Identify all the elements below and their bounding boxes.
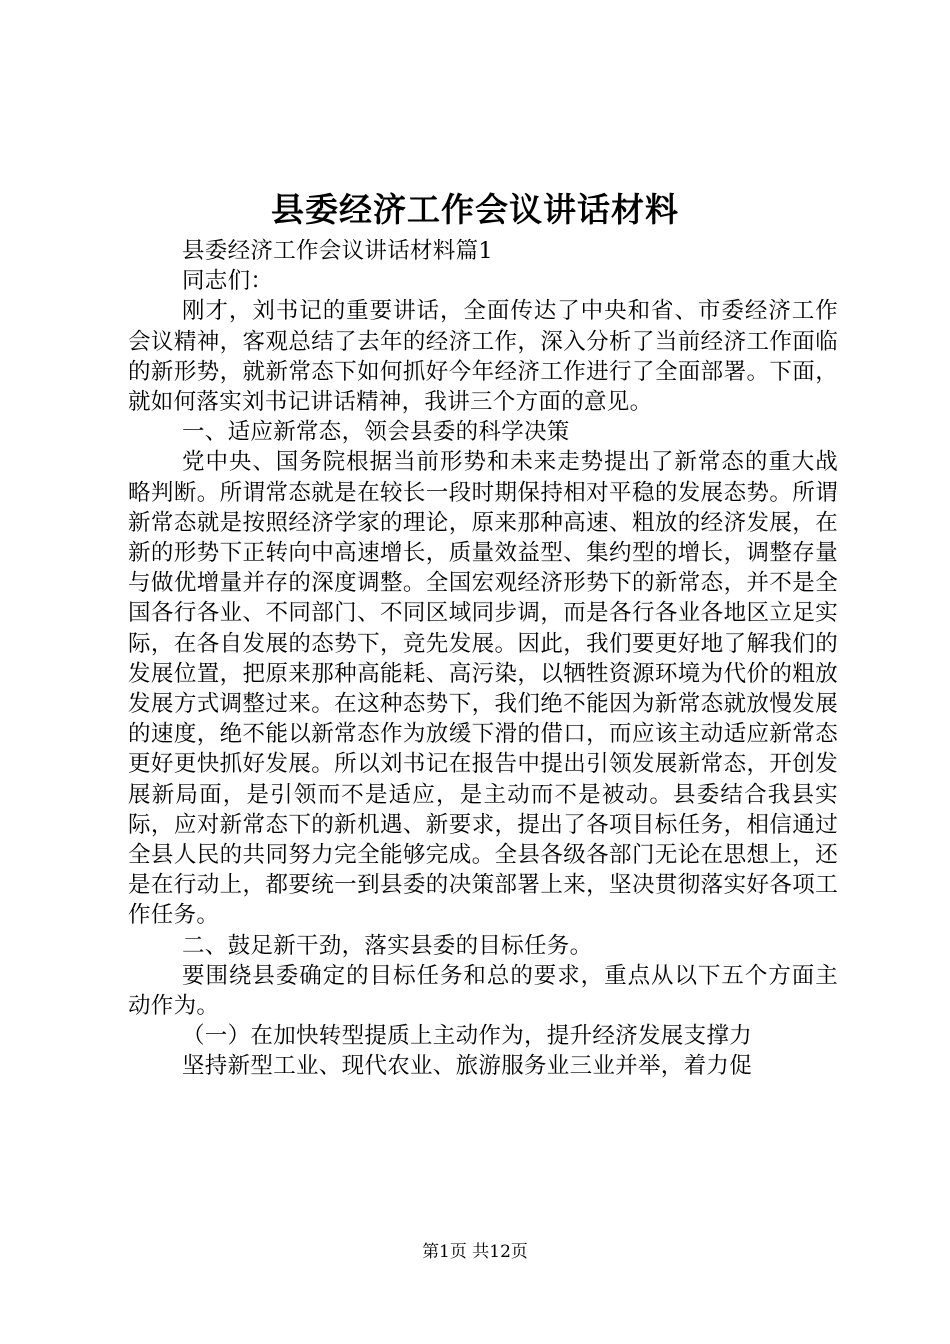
subsection-heading: （一）在加快转型提质上主动作为，提升经济发展支撑力 bbox=[182, 1023, 753, 1050]
section-heading: 一、适应新常态，领会县委的科学决策 bbox=[182, 419, 570, 446]
section-heading: 县委经济工作会议讲话材料篇1 bbox=[182, 238, 494, 264]
document-title: 县委经济工作会议讲话材料 bbox=[271, 190, 679, 229]
body-paragraph: 党中央、国务院根据当前形势和未来走势提出了新常态的重大战略判断。所谓常态就是在较长一段时期保持相对平稳的发展态势。所谓新常态就是按照经济学家的理论，原来那种高速、粗放的经济发展，在新的形势下正转向中高速增长，质量效益型、集约型的增长，调整存量与做优增量并存的深度调整。全国宏观经济形势下的新常态，并不是全国各行各业、不同部门、不同区域同步调，而是各行各业各地区立足实际，在各自发展的态势下，竞先发展。因此，我们要更好地了解我们的发展位置，把原来那种高能耗、高污染，以牺牲资源环境为代价的粗放发展方式调整过来。在这种态势下，我们绝不能因为新常态就放慢发展的速度，绝不能以新常态作为放缓下滑的借口，而应该主动适应新常态更好更快抓好发展。所以刘书记在报告中提出引领发展新常态，开创发展新局面，是引领而不是适应，是主动而不是被动。县委结合我县实际，应对新常态下的新机遇、新要求，提出了各项目标任务，相信通过全县人民的共同努力完全能够完成。全县各级各部门无论在思想上，还是在行动上，都要统一到县委的决策部署上来，坚决贯彻落实好各项工作任务。 bbox=[128, 449, 838, 929]
body-paragraph: 要围绕县委确定的目标任务和总的要求，重点从以下五个方面主动作为。 bbox=[128, 962, 838, 1020]
page-number: 第1页 共12页 bbox=[422, 1242, 528, 1262]
body-paragraph: 坚持新型工业、现代农业、旅游服务业三业并举，着力促 bbox=[182, 1053, 753, 1080]
salutation: 同志们： bbox=[182, 268, 274, 295]
body-paragraph: 刚才，刘书记的重要讲话，全面传达了中央和省、市委经济工作会议精神，客观总结了去年的经济工作，深入分析了当前经济工作面临的新形势，就新常态下如何抓好今年经济工作进行了全面部署。下面，就如何落实刘书记讲话精神，我讲三个方面的意见。 bbox=[128, 298, 838, 416]
document-body bbox=[128, 236, 838, 1082]
section-heading: 二、鼓足新干劲，落实县委的目标任务。 bbox=[182, 932, 593, 959]
